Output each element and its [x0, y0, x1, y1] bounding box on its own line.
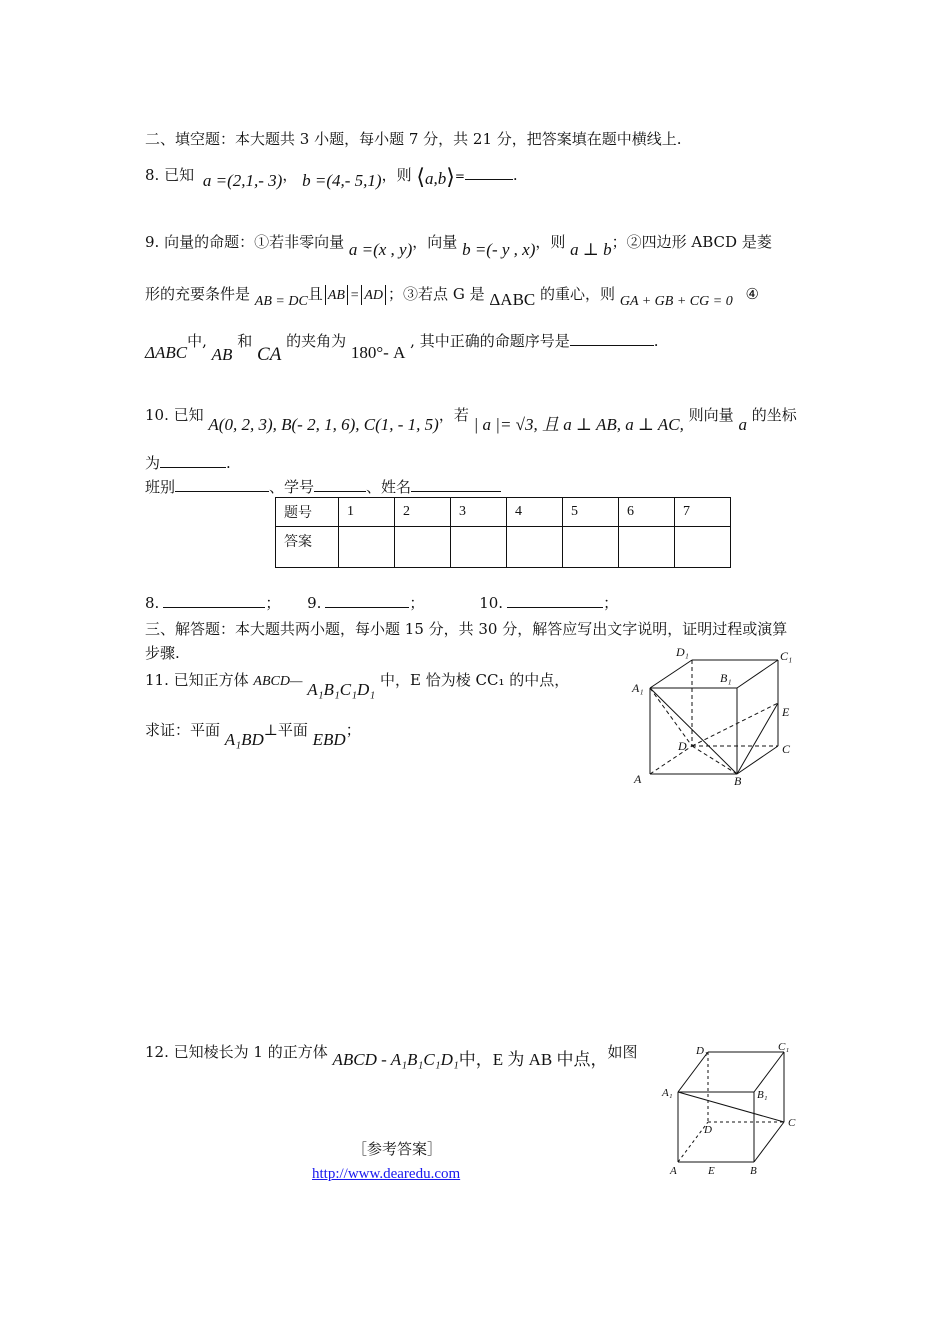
- website-link[interactable]: http://www.dearedu.com: [312, 1166, 461, 1182]
- answer-cell[interactable]: [339, 527, 395, 568]
- table-cell: 1: [339, 498, 395, 527]
- label-B: B: [750, 1165, 757, 1177]
- q9-vector-b: b =(- y , x): [462, 240, 536, 259]
- label-B1: B₁: [757, 1089, 768, 1101]
- label-A1: A₁: [662, 1087, 673, 1099]
- label-B: B: [734, 774, 742, 788]
- answer-table-header-row: [276, 498, 731, 527]
- q11-cube: ABCD—: [253, 674, 303, 689]
- answer-cell[interactable]: [395, 527, 451, 568]
- q12-cube: ABCD - A₁B₁C₁D₁: [332, 1050, 459, 1069]
- table-cell: 题号: [276, 498, 339, 527]
- q8-answer-blank[interactable]: [465, 165, 513, 180]
- question-10-line-2: 为 .: [145, 454, 231, 472]
- question-9-line-3: ΔABC中, AB 和 CA 的夹角为 180°- A , 其中正确的命题序号是 .: [145, 332, 659, 365]
- class-label: 班别: [145, 478, 176, 496]
- q8-prefix: 8. 已知: [145, 166, 195, 184]
- answer-blank-8[interactable]: [163, 593, 265, 608]
- table-cell: 2: [395, 498, 451, 527]
- edge-BC: [737, 746, 778, 774]
- table-cell: 7: [675, 498, 731, 527]
- label-E: E: [782, 705, 790, 719]
- label-D1: D₁: [676, 645, 689, 659]
- table-cell: 5: [563, 498, 619, 527]
- question-12: 12. 已知棱长为 1 的正方体 ABCD - A₁B₁C₁D₁中，E 为 AB 中点，如图: [145, 1043, 638, 1069]
- answer-blanks-row: 8. ； 9. ； 10. ；: [145, 594, 619, 612]
- q10-condition: | a |= √3, 且 a ⊥ AB, a ⊥ AC,: [473, 415, 684, 434]
- label-E: E: [708, 1165, 715, 1177]
- question-9-line-1: 9. 向量的命题：①若非零向量 a =(x , y)，向量 b =(- y , x)，则 a ⊥ b；②四边形 ABCD 是菱: [145, 233, 772, 259]
- question-11: 11. 已知正方体 ABCD— A₁B₁C₁D₁ 中，E 恰为棱 CC₁ 的中点，: [145, 671, 570, 699]
- line-A1D: [650, 688, 692, 746]
- answer-cell[interactable]: [563, 527, 619, 568]
- q10-points: A(0, 2, 3), B(- 2, 1, 6), C(1, - 1, 5): [208, 415, 439, 434]
- label-A: A: [670, 1165, 677, 1177]
- line-A1C: [678, 1092, 784, 1122]
- answer-table-answer-row: [276, 527, 731, 568]
- section-3-heading: 三、解答题：本大题共两小题，每小题 15 分，共 30 分，解答应写出文字说明，证明过程或演算: [145, 620, 788, 638]
- q8-separator: ，: [282, 166, 298, 184]
- answer-blank-10[interactable]: [507, 593, 603, 608]
- q9-angle-value: 180°- A: [350, 343, 406, 362]
- label-C: C: [788, 1117, 796, 1129]
- student-number-field[interactable]: [314, 477, 366, 492]
- label-D: D: [704, 1124, 712, 1136]
- table-cell: 4: [507, 498, 563, 527]
- q9-perp: a ⊥ b: [570, 240, 612, 259]
- student-info-line: [145, 477, 501, 496]
- label-C: C: [782, 742, 791, 756]
- label-C1: C₁: [778, 1041, 790, 1053]
- label-A1: A₁: [632, 681, 644, 695]
- question-10-line-1: 10. 已知 A(0, 2, 3), B(- 2, 1, 6), C(1, - 1, 5)，若 | a |= √3, 且 a ⊥ AB, a ⊥ AC, 则向量 a 的坐标: [145, 406, 797, 434]
- edge-BC: [754, 1122, 784, 1162]
- cube-figure-q12: [660, 1040, 810, 1180]
- answer-cell[interactable]: [507, 527, 563, 568]
- q10-answer-blank[interactable]: [160, 453, 226, 468]
- section-3-heading-cont: 步骤.: [145, 644, 180, 662]
- reference-answer-heading: ［参考答案］: [352, 1140, 443, 1158]
- label-D1: D₁: [696, 1045, 708, 1057]
- table-cell: 6: [619, 498, 675, 527]
- answer-blank-9[interactable]: [325, 593, 409, 608]
- q8-angle: a,b: [425, 169, 447, 188]
- q8-end: .: [512, 166, 518, 184]
- edge-A1D1: [650, 660, 692, 688]
- label-A: A: [634, 772, 642, 786]
- answer-table: [275, 497, 731, 568]
- edge-A1D1: [678, 1052, 708, 1092]
- q8-vector-a: a =(2,1,- 3): [202, 171, 283, 190]
- answer-cell[interactable]: [675, 527, 731, 568]
- table-cell: 答案: [276, 527, 339, 568]
- q9-answer-blank[interactable]: [570, 331, 654, 346]
- class-field[interactable]: [175, 477, 269, 492]
- label-B1: B₁: [720, 671, 732, 685]
- q9-vector-equality: AB = DC: [254, 294, 308, 309]
- answer-cell[interactable]: [619, 527, 675, 568]
- section-2-heading: 二、填空题：本大题共 3 小题，每小题 7 分，共 21 分，把答案填在题中横线上.: [145, 130, 682, 148]
- q9-triangle-2: ΔABC: [145, 343, 188, 362]
- q8-vector-b: b =(4,- 5,1): [302, 171, 382, 190]
- name-label: 、姓名: [366, 478, 412, 496]
- cube-figure-q11: [620, 640, 800, 790]
- edge-B1C1: [754, 1052, 784, 1092]
- label-C1: C₁: [780, 649, 793, 663]
- q9-vector-a: a =(x , y): [348, 240, 413, 259]
- line-A1B: [650, 688, 737, 774]
- edge-B1C1: [737, 660, 778, 688]
- q8-eq: =: [454, 169, 465, 183]
- answer-cell[interactable]: [451, 527, 507, 568]
- line-DB: [692, 746, 737, 774]
- q9-centroid-sum: GA + GB + CG = 0: [619, 294, 733, 309]
- name-field[interactable]: [411, 477, 501, 492]
- q9-triangle: ΔABC: [489, 290, 536, 309]
- q8-then: ，则: [381, 166, 412, 184]
- question-9-line-2: 形的充要条件是 AB = DC且 AB = AD ；③若点 G 是 ΔABC 的重心，则 GA + GB + CG = 0 ④: [145, 285, 759, 309]
- student-number-label: 、学号: [269, 478, 315, 496]
- label-D: D: [678, 739, 687, 753]
- table-cell: 3: [451, 498, 507, 527]
- question-11-proof: 求证：平面 A₁BD⊥平面 EBD；: [145, 721, 361, 749]
- question-8: 8. 已知 a =(2,1,- 3)， b =(4,- 5,1)，则 ⟨a,b⟩= .: [145, 164, 518, 190]
